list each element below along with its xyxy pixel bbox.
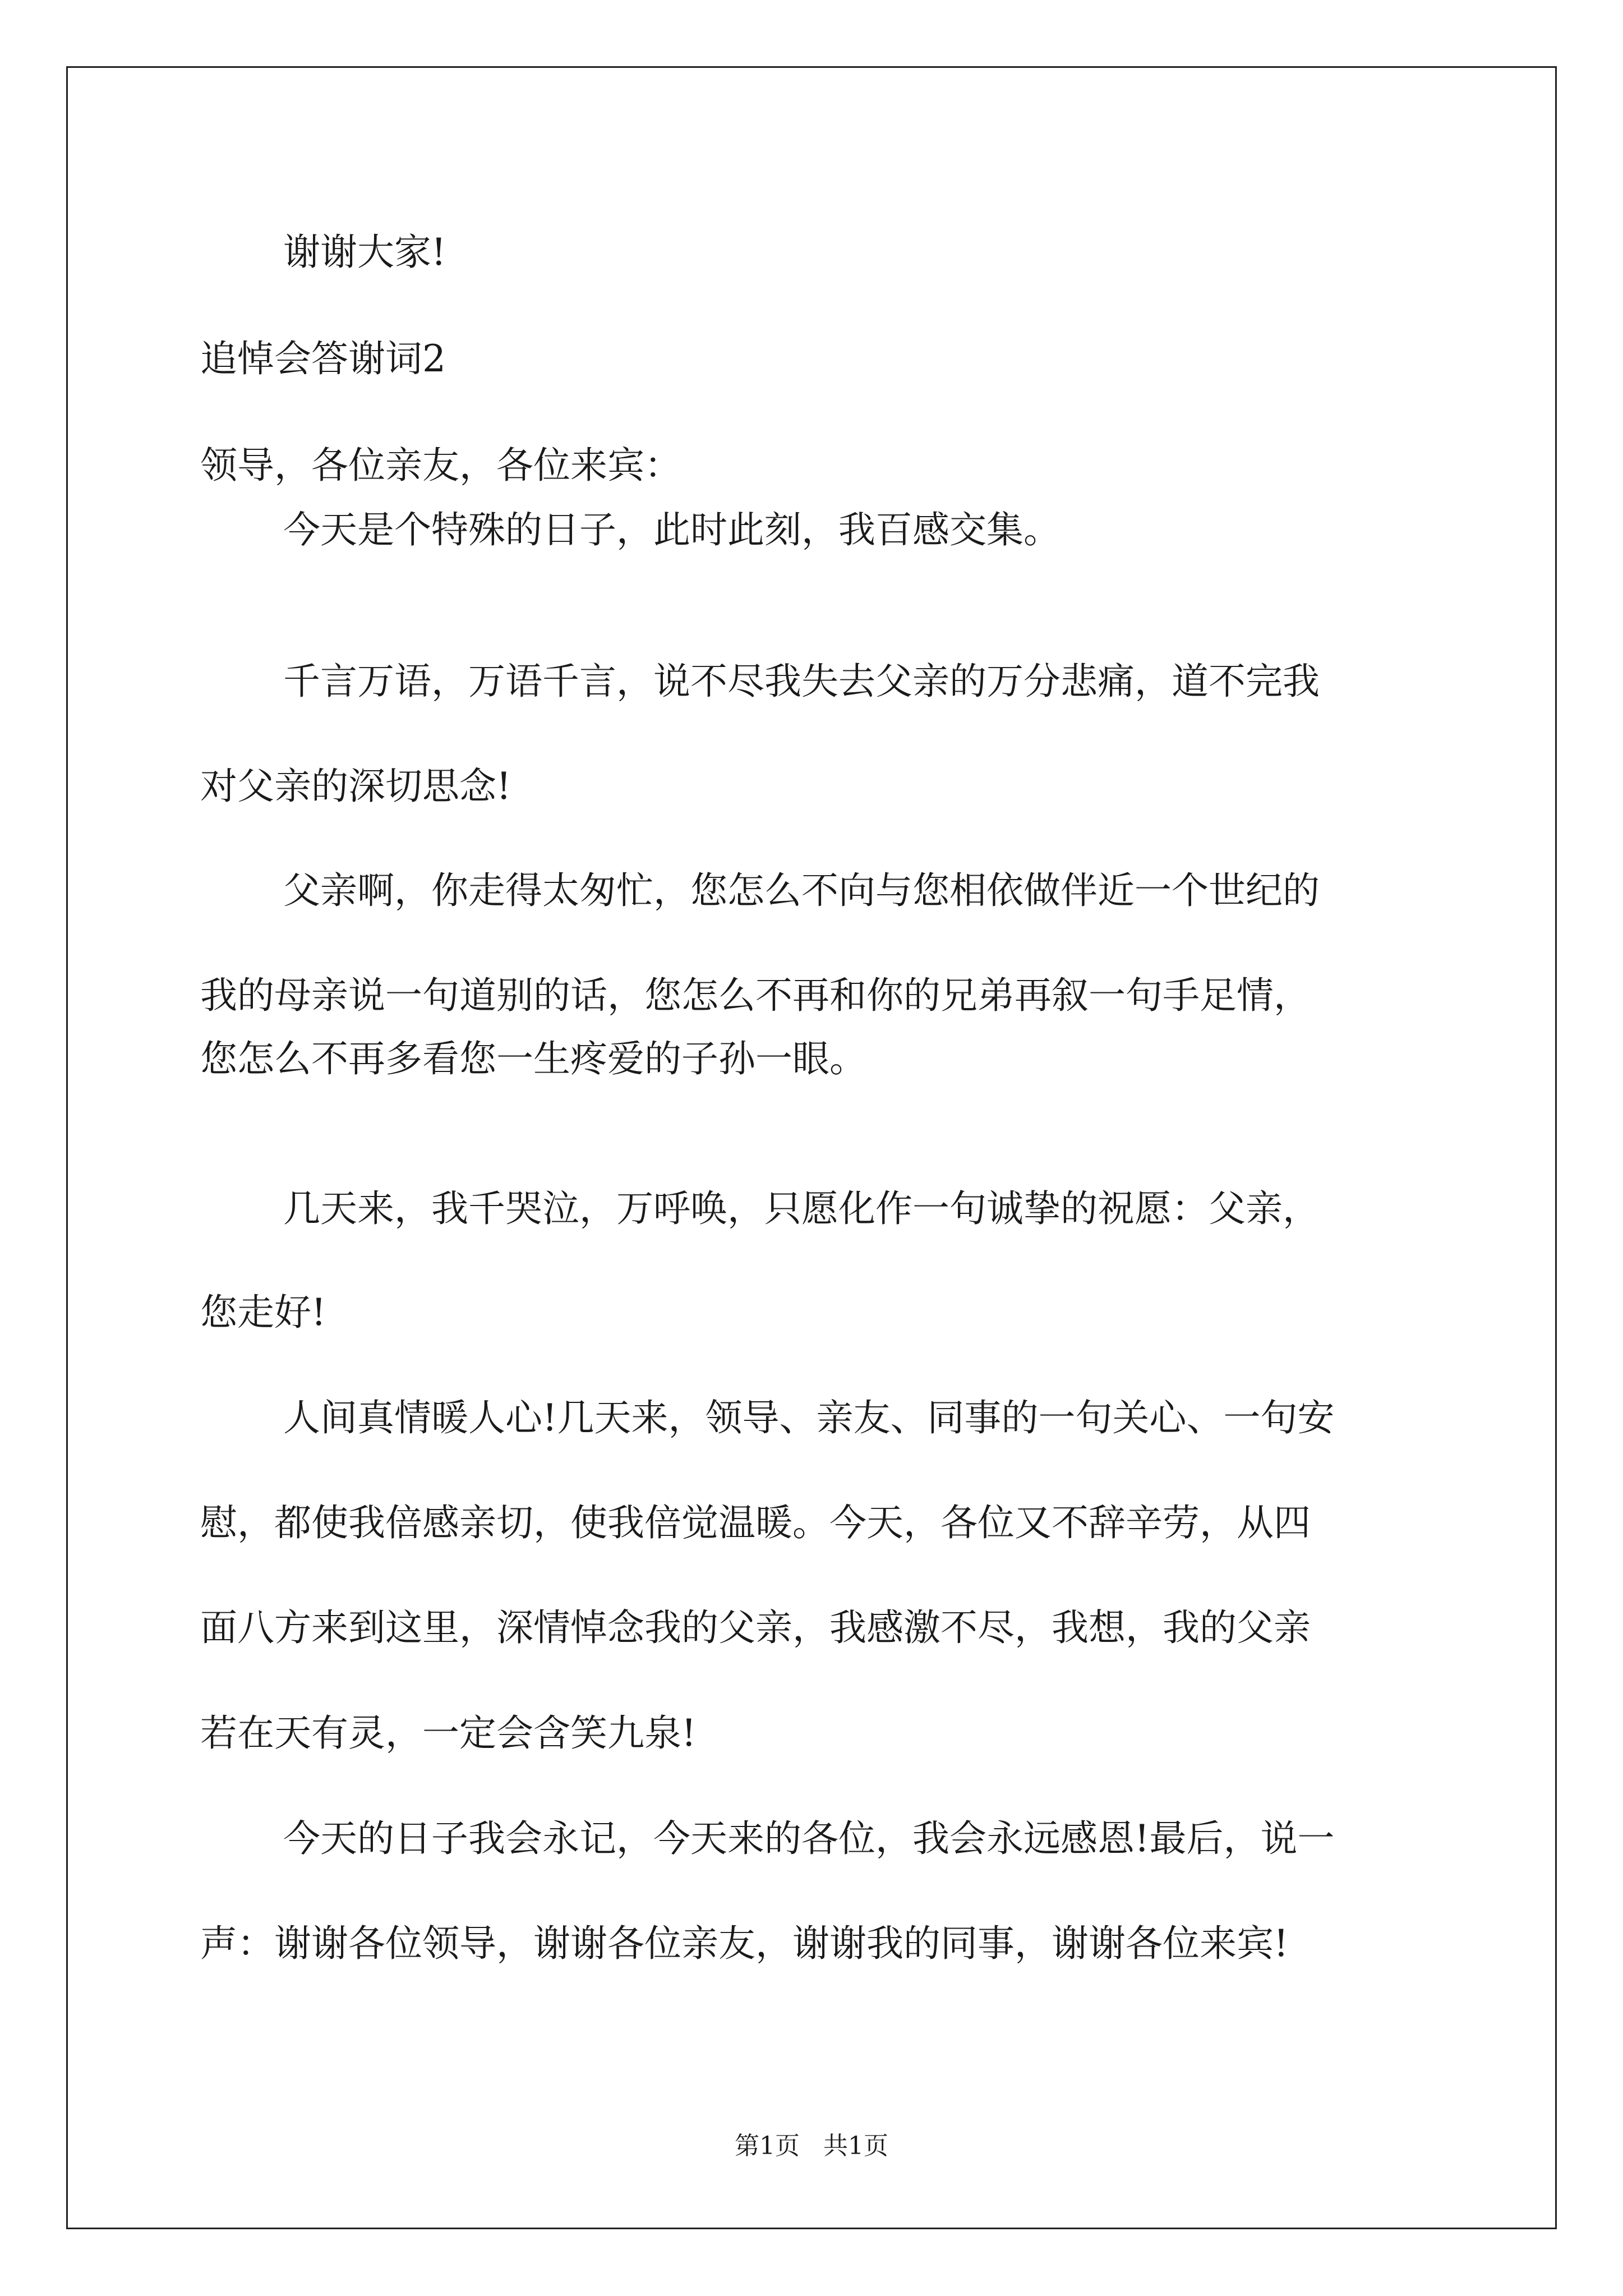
paragraph-line: 声：谢谢各位领导，谢谢各位亲友，谢谢我的同事，谢谢各位来宾! bbox=[200, 1922, 1289, 1965]
paragraph-line: 我的母亲说一句道别的话，您怎么不再和你的兄弟再叙一句手足情， bbox=[200, 974, 1311, 1017]
page-border bbox=[66, 66, 1557, 2229]
paragraph-line: 面八方来到这里，深情悼念我的父亲，我感激不尽，我想，我的父亲 bbox=[200, 1606, 1311, 1649]
closing-line: 谢谢大家! bbox=[283, 231, 446, 274]
paragraph-line: 父亲啊，你走得太匆忙，您怎么不向与您相依做伴近一个世纪的 bbox=[283, 869, 1320, 912]
paragraph-line: 千言万语，万语千言，说不尽我失去父亲的万分悲痛，道不完我 bbox=[283, 660, 1320, 703]
page-number-footer: 第1页 共1页 bbox=[735, 2132, 888, 2160]
paragraph-line: 若在天有灵，一定会含笑九泉! bbox=[200, 1711, 697, 1755]
paragraph-line: 今天的日子我会永记，今天来的各位，我会永远感恩!最后，说一 bbox=[283, 1817, 1335, 1860]
paragraph-line: 今天是个特殊的日子，此时此刻，我百感交集。 bbox=[283, 508, 1061, 551]
paragraph-line: 您走好! bbox=[200, 1291, 326, 1334]
salutation: 领导，各位亲友，各位来宾： bbox=[200, 444, 681, 487]
paragraph-line: 您怎么不再多看您一生疼爱的子孙一眼。 bbox=[200, 1037, 866, 1080]
paragraph-line: 对父亲的深切思念! bbox=[200, 765, 511, 808]
section-title: 追悼会答谢词2 bbox=[200, 337, 446, 380]
paragraph-line: 几天来，我千哭泣，万呼唤，只愿化作一句诚挚的祝愿：父亲， bbox=[283, 1187, 1320, 1230]
paragraph-line: 人间真情暖人心!几天来，领导、亲友、同事的一句关心、一句安 bbox=[283, 1396, 1335, 1439]
paragraph-line: 慰，都使我倍感亲切，使我倍觉温暖。今天，各位又不辞辛劳，从四 bbox=[200, 1501, 1311, 1544]
